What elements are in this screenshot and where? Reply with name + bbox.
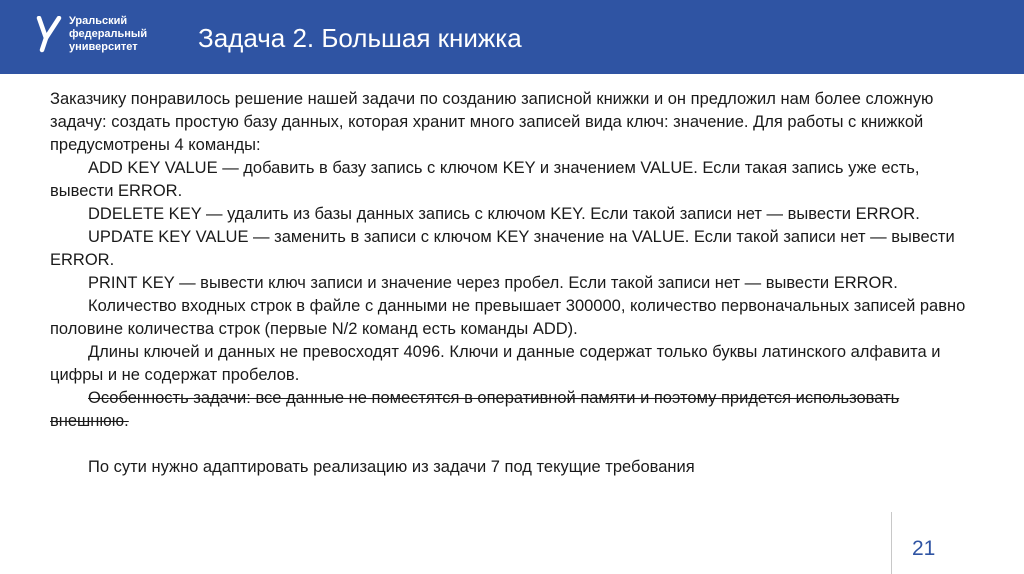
- paragraph-spacer: [50, 433, 970, 456]
- command-update: UPDATE KEY VALUE — заменить в записи с ключом KEY значение на VALUE. Если такой записи нет — вывести ERROR.: [50, 228, 955, 269]
- input-size-paragraph: Количество входных строк в файле с данными не превышает 300000, количество первоначальных записей равно половине количества строк (первые N/2 команд есть команды ADD).: [50, 297, 966, 338]
- slide-content: [50, 88, 970, 479]
- university-logo-icon: [36, 16, 62, 54]
- summary-paragraph: По сути нужно адаптировать реализацию из задачи 7 под текущие требования: [88, 458, 695, 476]
- footer-divider: [891, 512, 892, 574]
- page-number: 21: [912, 537, 936, 560]
- intro-paragraph: Заказчику понравилось решение нашей задачи по созданию записной книжки и он предложил нам более сложную задачу: создать простую базу данных, которая хранит много записей вида ключ: значение. Для работы с книжкой предусмотрены 4 команды:: [50, 90, 934, 154]
- logo-line-1: Уральский: [69, 15, 128, 27]
- command-add: ADD KEY VALUE — добавить в базу запись с ключом KEY и значением VALUE. Если такая запись уже есть, вывести ERROR.: [50, 159, 920, 200]
- slide-title: Задача 2. Большая книжка: [198, 23, 522, 53]
- university-logo: [36, 14, 156, 58]
- command-print: PRINT KEY — вывести ключ записи и значение через пробел. Если такой записи нет — вывести ERROR.: [88, 274, 898, 292]
- logo-text: [69, 15, 147, 54]
- command-delete: DDELETE KEY — удалить из базы данных запись с ключом KEY. Если такой записи нет — вывести ERROR.: [88, 205, 920, 223]
- logo-line-2: федеральный: [69, 28, 148, 40]
- header-bar: [0, 0, 1024, 74]
- struck-feature-paragraph: Особенность задачи: все данные не поместятся в оперативной памяти и поэтому придется использовать внешнюю.: [50, 389, 900, 430]
- key-length-paragraph: Длины ключей и данных не превосходят 4096. Ключи и данные содержат только буквы латинского алфавита и цифры и не содержат пробелов.: [50, 343, 941, 384]
- logo-line-3: университет: [69, 41, 138, 53]
